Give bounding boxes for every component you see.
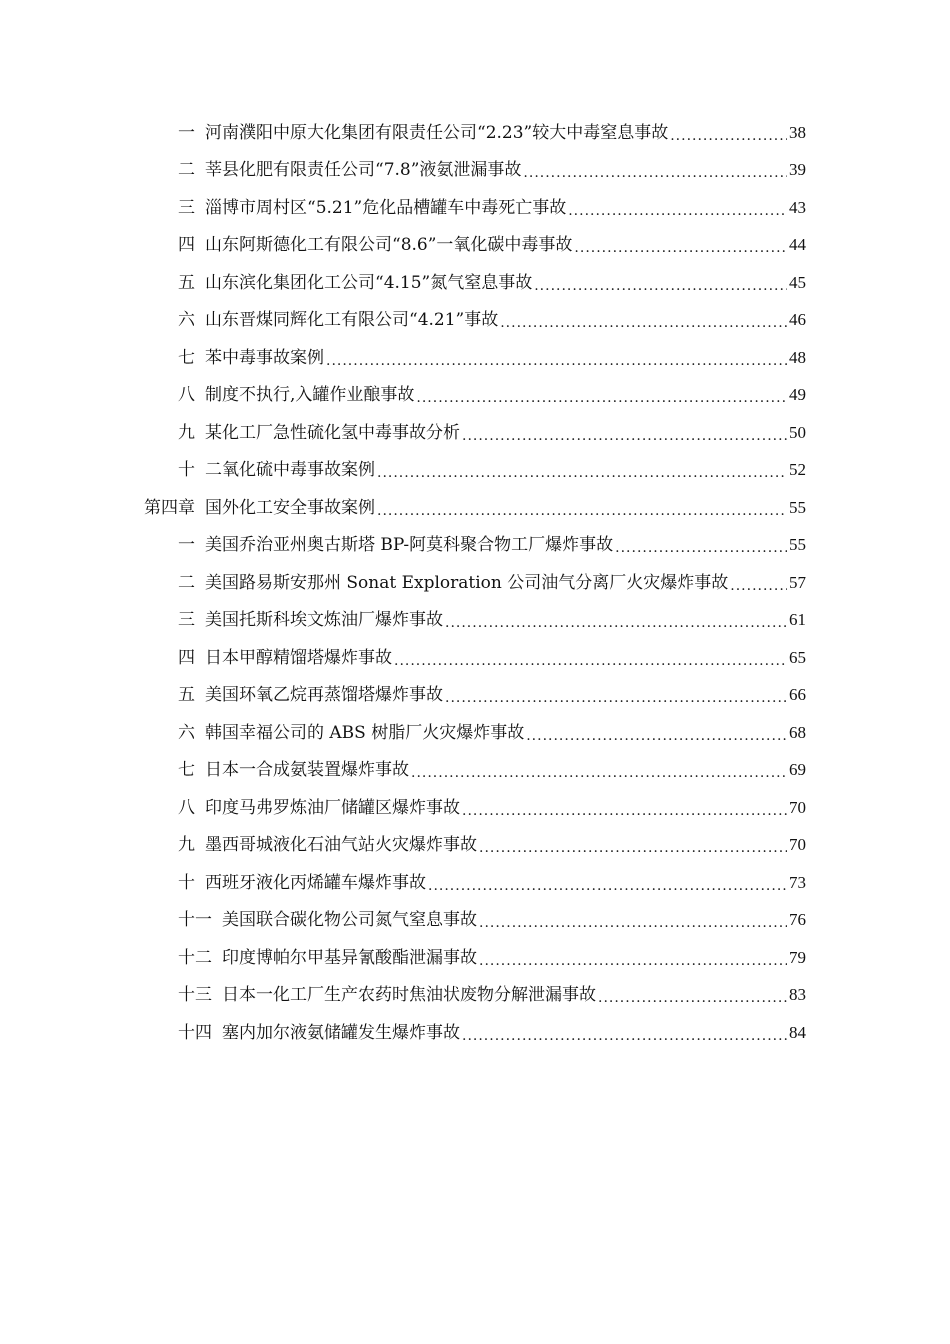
toc-entry-title: 美国环氧乙烷再蒸馏塔爆炸事故 [205,685,443,706]
toc-dot-leader [462,801,787,821]
toc-dot-leader [500,313,787,333]
toc-entry-page: 55 [789,535,806,555]
toc-entry-number: 六 [178,722,195,743]
toc-dot-leader [479,951,787,971]
toc-entry-number: 八 [178,385,195,406]
toc-entry-number: 十二 [178,947,212,968]
toc-dot-leader [394,651,787,671]
toc-entry[interactable] [0,227,950,265]
toc-entry-page: 70 [789,835,806,855]
toc-entry-page: 44 [789,235,806,255]
toc-entry[interactable] [0,939,950,977]
toc-entry-page: 49 [789,385,806,405]
toc-entry-number: 十 [178,460,195,481]
toc-entry-page: 69 [789,760,806,780]
toc-entry-page: 45 [789,272,806,292]
toc-dot-leader [670,126,787,146]
toc-dot-leader [377,463,787,483]
toc-entry-title: 日本一合成氨装置爆炸事故 [205,760,409,781]
toc-entry-title: 美国托斯科埃文炼油厂爆炸事故 [205,610,443,631]
toc-dot-leader [428,876,787,896]
toc-entry-title: 韩国幸福公司的 ABS 树脂厂火灾爆炸事故 [205,722,525,743]
toc-entry-number: 四 [178,235,195,256]
toc-entry[interactable] [0,189,950,227]
toc-entry-page: 70 [789,797,806,817]
toc-dot-leader [462,426,787,446]
toc-entry-page: 48 [789,347,806,367]
toc-entry[interactable] [0,339,950,377]
toc-entry-page: 76 [789,910,806,930]
toc-entry[interactable] [0,602,950,640]
toc-entry[interactable] [0,152,950,190]
toc-dot-leader [730,576,787,596]
toc-dot-leader [574,238,787,258]
toc-entry-title: 美国路易斯安那州 Sonat Exploration 公司油气分离厂火灾爆炸事故 [205,572,729,593]
toc-entry[interactable] [0,639,950,677]
toc-entry-page: 79 [789,947,806,967]
toc-entry[interactable] [0,452,950,490]
toc-dot-leader [377,501,787,521]
toc-entry-number: 十四 [178,1022,212,1043]
toc-entry-title: 美国联合碳化物公司氮气窒息事故 [222,910,477,931]
toc-entry-title: 山东滨化集团化工公司“4.15”氮气窒息事故 [205,272,533,293]
toc-entry-number: 四 [178,647,195,668]
toc-entry[interactable] [0,527,950,565]
toc-entry-number: 十三 [178,985,212,1006]
toc-entry-page: 43 [789,197,806,217]
toc-dot-leader [615,538,787,558]
toc-entry-number: 七 [178,347,195,368]
toc-entry-title: 日本甲醇精馏塔爆炸事故 [205,647,392,668]
toc-dot-leader [445,613,787,633]
toc-entry-page: 52 [789,460,806,480]
toc-entry[interactable] [0,1014,950,1052]
toc-entry[interactable] [0,827,950,865]
table-of-contents [0,114,950,1052]
toc-entry-number: 五 [178,272,195,293]
toc-entry[interactable] [0,752,950,790]
toc-dot-leader [523,163,787,183]
toc-entry[interactable] [0,264,950,302]
toc-entry[interactable] [0,977,950,1015]
toc-entry-page: 68 [789,722,806,742]
toc-entry-title: 河南濮阳中原大化集团有限责任公司“2.23”较大中毒窒息事故 [205,122,669,143]
toc-entry-number: 二 [178,160,195,181]
toc-entry-page: 65 [789,647,806,667]
toc-entry-title: 某化工厂急性硫化氢中毒事故分析 [205,422,460,443]
toc-dot-leader [326,351,787,371]
toc-entry-title: 日本一化工厂生产农药时焦油状废物分解泄漏事故 [222,985,596,1006]
toc-entry-page: 57 [789,572,806,592]
toc-entry[interactable] [0,902,950,940]
toc-entry-number: 十 [178,872,195,893]
toc-entry[interactable] [0,677,950,715]
toc-entry[interactable] [0,714,950,752]
toc-entry-page: 39 [789,160,806,180]
toc-entry[interactable] [0,377,950,415]
toc-entry-title: 淄博市周村区“5.21”危化品槽罐车中毒死亡事故 [205,197,567,218]
toc-entry-title: 二氧化硫中毒事故案例 [205,460,375,481]
toc-dot-leader [598,988,787,1008]
toc-entry-number: 一 [178,535,195,556]
toc-entry-number: 第四章 [144,497,195,518]
toc-entry-page: 84 [789,1022,806,1042]
toc-dot-leader [568,201,787,221]
toc-entry-title: 制度不执行,入罐作业酿事故 [205,385,415,406]
toc-dot-leader [534,276,787,296]
toc-entry-number: 八 [178,797,195,818]
toc-entry-page: 38 [789,122,806,142]
toc-dot-leader [411,763,787,783]
toc-entry-page: 50 [789,422,806,442]
toc-entry[interactable] [0,414,950,452]
toc-entry-number: 九 [178,422,195,443]
toc-entry-number: 一 [178,122,195,143]
toc-entry[interactable] [0,564,950,602]
toc-entry-number: 十一 [178,910,212,931]
toc-dot-leader [445,688,787,708]
toc-entry-title: 国外化工安全事故案例 [205,497,375,518]
toc-entry-title: 塞内加尔液氨储罐发生爆炸事故 [222,1022,460,1043]
toc-entry-page: 61 [789,610,806,630]
toc-entry-title: 西班牙液化丙烯罐车爆炸事故 [205,872,426,893]
toc-entry-page: 66 [789,685,806,705]
toc-entry-title: 莘县化肥有限责任公司“7.8”液氨泄漏事故 [205,160,522,181]
toc-dot-leader [479,838,787,858]
toc-entry[interactable] [0,114,950,152]
toc-entry-number: 二 [178,572,195,593]
toc-entry-page: 83 [789,985,806,1005]
toc-entry[interactable] [0,302,950,340]
toc-dot-leader [479,913,787,933]
toc-entry-number: 五 [178,685,195,706]
toc-entry-title: 苯中毒事故案例 [205,347,324,368]
toc-entry-number: 六 [178,310,195,331]
toc-dot-leader [416,388,787,408]
toc-entry-number: 九 [178,835,195,856]
toc-dot-leader [526,726,787,746]
toc-dot-leader [462,1026,787,1046]
toc-entry-number: 三 [178,610,195,631]
toc-entry-page: 46 [789,310,806,330]
toc-entry-page: 73 [789,872,806,892]
toc-entry-title: 印度马弗罗炼油厂储罐区爆炸事故 [205,797,460,818]
toc-entry[interactable] [0,864,950,902]
toc-chapter-entry[interactable] [0,489,950,527]
toc-entry-title: 山东阿斯德化工有限公司“8.6”一氧化碳中毒事故 [205,235,573,256]
toc-entry-page: 55 [789,497,806,517]
toc-entry[interactable] [0,789,950,827]
toc-entry-title: 墨西哥城液化石油气站火灾爆炸事故 [205,835,477,856]
toc-entry-number: 七 [178,760,195,781]
toc-entry-title: 印度博帕尔甲基异氰酸酯泄漏事故 [222,947,477,968]
toc-entry-title: 美国乔治亚州奥古斯塔 BP-阿莫科聚合物工厂爆炸事故 [205,535,614,556]
toc-entry-number: 三 [178,197,195,218]
toc-entry-title: 山东晋煤同辉化工有限公司“4.21”事故 [205,310,499,331]
